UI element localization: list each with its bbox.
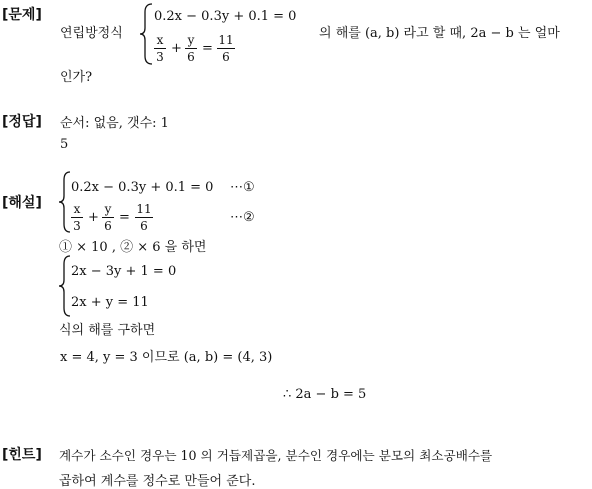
frac-denominator: 6 — [140, 219, 148, 233]
problem-eq1: 0.2x − 0.3y + 0.1 = 0 — [154, 9, 297, 24]
explanation-label: [해설] — [2, 195, 42, 211]
explanation-system-brace — [58, 170, 72, 234]
problem-lead: 연립방정식 — [60, 26, 123, 41]
problem-tail: 의 해를 (a, b) 라고 할 때, 2a − b 는 얼마 — [319, 26, 560, 41]
problem-system-brace — [139, 2, 155, 66]
answer-label: [정답] — [2, 114, 42, 130]
frac-numerator: x — [73, 202, 81, 216]
derived-system-brace — [58, 254, 72, 318]
plus-sign: + — [171, 41, 182, 56]
explanation-step: ① × 10 , ② × 6 을 하면 — [59, 240, 207, 255]
problem-tail-2: 인가? — [60, 70, 93, 85]
frac-denominator: 6 — [104, 219, 112, 233]
explanation-solve: 식의 해를 구하면 — [59, 323, 156, 338]
problem-frac-x — [154, 33, 166, 64]
answer-value: 5 — [60, 137, 69, 152]
problem-label: [문제] — [2, 7, 42, 23]
equals-sign: = — [119, 210, 130, 225]
explanation-frac-r — [135, 202, 153, 233]
equation-tag-2: ⋯② — [230, 210, 255, 225]
explanation-result: x = 4, y = 3 이므로 (a, b) = (4, 3) — [60, 350, 273, 365]
frac-numerator: x — [156, 33, 164, 47]
frac-numerator: 11 — [218, 33, 234, 47]
equation-tag-1: ⋯① — [230, 180, 255, 195]
frac-denominator: 6 — [187, 50, 195, 64]
frac-denominator: 6 — [222, 50, 230, 64]
hint-label: [힌트] — [2, 447, 42, 463]
answer-meta: 순서: 없음, 갯수: 1 — [60, 116, 169, 131]
explanation-conclusion: ∴ 2a − b = 5 — [283, 387, 367, 402]
problem-frac-y — [185, 33, 197, 64]
explanation-frac-y — [102, 202, 114, 233]
derived-eq1: 2x − 3y + 1 = 0 — [71, 264, 177, 279]
problem-frac-r — [217, 33, 235, 64]
frac-numerator: y — [104, 202, 112, 216]
hint-line-2: 곱하여 계수를 정수로 만들어 준다. — [59, 474, 256, 489]
explanation-eq1: 0.2x − 0.3y + 0.1 = 0 — [71, 180, 214, 195]
plus-sign: + — [88, 210, 99, 225]
frac-denominator: 3 — [156, 50, 164, 64]
frac-numerator: 11 — [136, 202, 152, 216]
frac-denominator: 3 — [73, 219, 81, 233]
derived-eq2: 2x + y = 11 — [71, 295, 149, 310]
frac-numerator: y — [187, 33, 195, 47]
equals-sign: = — [202, 41, 213, 56]
hint-line-1: 계수가 소수인 경우는 10 의 거듭제곱을, 분수인 경우에는 분모의 최소공배수를 — [59, 448, 493, 463]
explanation-frac-x — [71, 202, 83, 233]
